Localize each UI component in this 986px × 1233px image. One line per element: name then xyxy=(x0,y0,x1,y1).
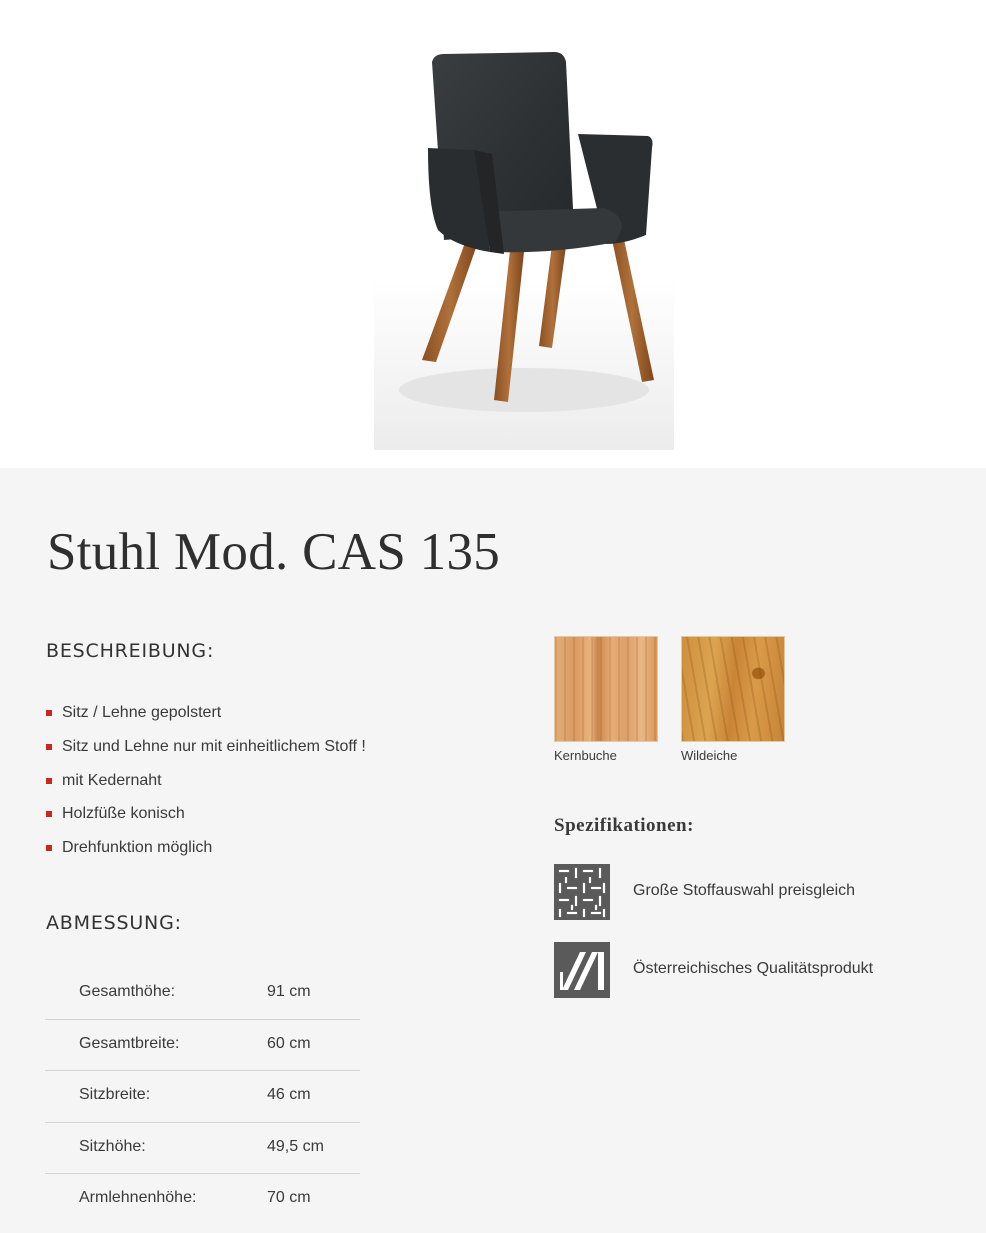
dimension-label: Gesamtbreite: xyxy=(79,1034,180,1052)
kernbuche-swatch[interactable] xyxy=(554,636,658,742)
feature-text: Sitz / Lehne gepolstert xyxy=(62,704,222,721)
dimension-label: Armlehnenhöhe: xyxy=(79,1189,197,1207)
spec-fabric-text: Große Stoffauswahl preisgleich xyxy=(633,882,856,899)
page-title: Stuhl Mod. CAS 135 xyxy=(47,523,501,581)
specifications-heading: Spezifikationen: xyxy=(554,815,694,836)
list-item xyxy=(46,770,366,804)
feature-text: Sitz und Lehne nur mit einheitlichem Stoff ! xyxy=(62,737,366,755)
wood-name-kernbuche: Kernbuche xyxy=(554,748,617,763)
dimension-value: 91 cm xyxy=(267,983,311,1000)
feature-text: Drehfunktion möglich xyxy=(62,839,213,857)
table-row xyxy=(45,1071,360,1123)
table-row xyxy=(45,1123,360,1175)
feature-text: Holzfüße konisch xyxy=(62,805,185,823)
austrian-quality-icon xyxy=(554,942,610,998)
chair-product-image[interactable] xyxy=(374,30,674,450)
hero-section xyxy=(0,0,986,468)
table-row xyxy=(45,1020,360,1072)
spec-quality-text: Österreichisches Qualitätsprodukt xyxy=(633,960,874,977)
bullet-icon xyxy=(46,845,52,851)
product-details-panel xyxy=(0,468,986,1233)
bullet-icon xyxy=(46,744,52,750)
feature-text: mit Kedernaht xyxy=(62,771,162,789)
list-item xyxy=(46,837,366,871)
description-heading: BESCHREIBUNG: xyxy=(46,640,215,662)
dimension-value: 70 cm xyxy=(267,1189,311,1207)
list-item xyxy=(46,803,366,837)
bullet-icon xyxy=(46,811,52,817)
feature-list xyxy=(46,702,366,871)
fabric-pattern-icon xyxy=(554,864,610,920)
list-item xyxy=(46,736,366,770)
wildeiche-swatch[interactable] xyxy=(681,636,785,742)
dimensions-heading: ABMESSUNG: xyxy=(46,912,182,934)
table-row xyxy=(45,968,360,1020)
dimension-value: 49,5 cm xyxy=(267,1137,324,1155)
dimension-value: 46 cm xyxy=(267,1086,311,1104)
dimension-label: Sitzhöhe: xyxy=(79,1137,146,1155)
bullet-icon xyxy=(46,710,52,716)
bullet-icon xyxy=(46,778,52,784)
list-item xyxy=(46,702,366,736)
dimensions-table xyxy=(45,968,360,1226)
table-row xyxy=(45,1174,360,1226)
wood-name-wildeiche: Wildeiche xyxy=(681,748,738,763)
dimension-label: Gesamthöhe: xyxy=(79,983,176,1000)
dimension-label: Sitzbreite: xyxy=(79,1086,151,1104)
dimension-value: 60 cm xyxy=(267,1034,311,1052)
